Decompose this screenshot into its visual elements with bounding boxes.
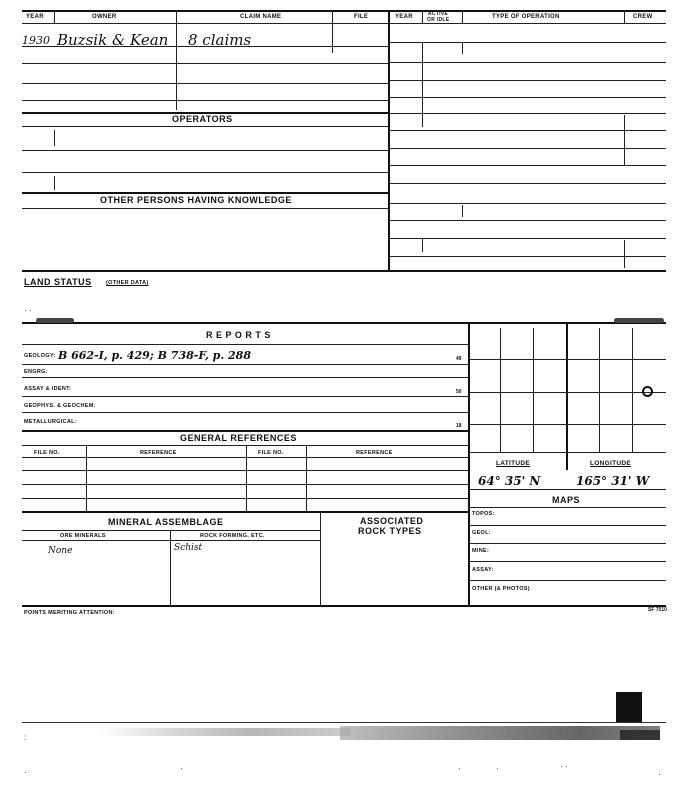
assay-ident-label: ASSAY & IDENT: [24, 386, 72, 392]
ref-col-reference-2: REFERENCE [356, 450, 393, 456]
maps-topos: TOPOS: [472, 511, 495, 517]
metallurgical-label: METALLURGICAL: [24, 419, 77, 425]
header-owner: OWNER [92, 14, 117, 20]
maps-title: MAPS [552, 495, 581, 505]
ref-col-file-no: FILE NO. [34, 450, 60, 456]
ore-minerals-header: ORE MINERALS [60, 533, 106, 539]
ref-col-reference: REFERENCE [140, 450, 177, 456]
reports-num-50: 50 [456, 389, 462, 395]
rock-forming-header: ROCK FORMING, ETC. [200, 533, 265, 539]
scan-smudge [36, 318, 74, 323]
owner-entry-claim: 8 claims [188, 31, 252, 49]
header-type-of-operation: TYPE OF OPERATION [492, 14, 560, 20]
longitude-label: LONGITUDE [590, 460, 631, 467]
associated-rock-label-1: ASSOCIATED [360, 516, 424, 526]
geology-value: B 662-I, p. 429; B 738-F, p. 288 [58, 349, 251, 362]
scan-dots: · · [24, 306, 32, 315]
header-year-2: YEAR [395, 14, 413, 20]
header-crew: CREW [633, 14, 653, 20]
associated-rock-label-2: ROCK TYPES [358, 526, 422, 536]
geophys-label: GEOPHYS. & GEOCHEM: [24, 403, 96, 409]
engrg-label: ENGRG: [24, 369, 48, 375]
latitude-label: LATITUDE [496, 460, 531, 467]
header-idle: OR IDLE [427, 17, 450, 23]
header-year: YEAR [26, 14, 44, 20]
reports-num-49: 49 [456, 356, 462, 362]
form-number: SF 7010 [648, 607, 667, 613]
maps-geol: GEOL: [472, 530, 491, 536]
rock-forming-value: Schist [174, 543, 203, 553]
points-meriting-attention: POINTS MERITING ATTENTION: [24, 610, 115, 616]
land-status-heading: LAND STATUS [24, 277, 92, 287]
scan-smudge [614, 318, 664, 323]
header-active: ACTIVE [428, 11, 449, 17]
reports-title: R E P O R T S [206, 330, 271, 340]
geology-label: GEOLOGY: [24, 353, 56, 359]
reports-num-18: 18 [456, 423, 462, 429]
maps-other: OTHER (& PHOTOS) [472, 586, 530, 592]
header-file: FILE [354, 14, 369, 20]
land-status-subheading: (OTHER DATA) [106, 280, 149, 286]
ref-col-file-no-2: FILE NO. [258, 450, 284, 456]
other-persons-heading: OTHER PERSONS HAVING KNOWLEDGE [100, 195, 292, 205]
owner-entry-year: 1930 [22, 34, 50, 47]
operators-heading: OPERATORS [172, 114, 233, 124]
maps-assay: ASSAY: [472, 567, 494, 573]
mineral-assemblage-title: MINERAL ASSEMBLAGE [108, 517, 224, 527]
location-marker-icon [642, 386, 653, 397]
ore-minerals-value: None [48, 546, 73, 556]
header-claim-name: CLAIM NAME [240, 14, 282, 20]
longitude-value: 165° 31' W [576, 474, 650, 488]
latitude-value: 64° 35' N [478, 474, 541, 488]
maps-mine: MINE: [472, 548, 490, 554]
owner-entry-owner: Buzsik & Kean [57, 31, 169, 49]
general-references-title: GENERAL REFERENCES [180, 433, 297, 443]
